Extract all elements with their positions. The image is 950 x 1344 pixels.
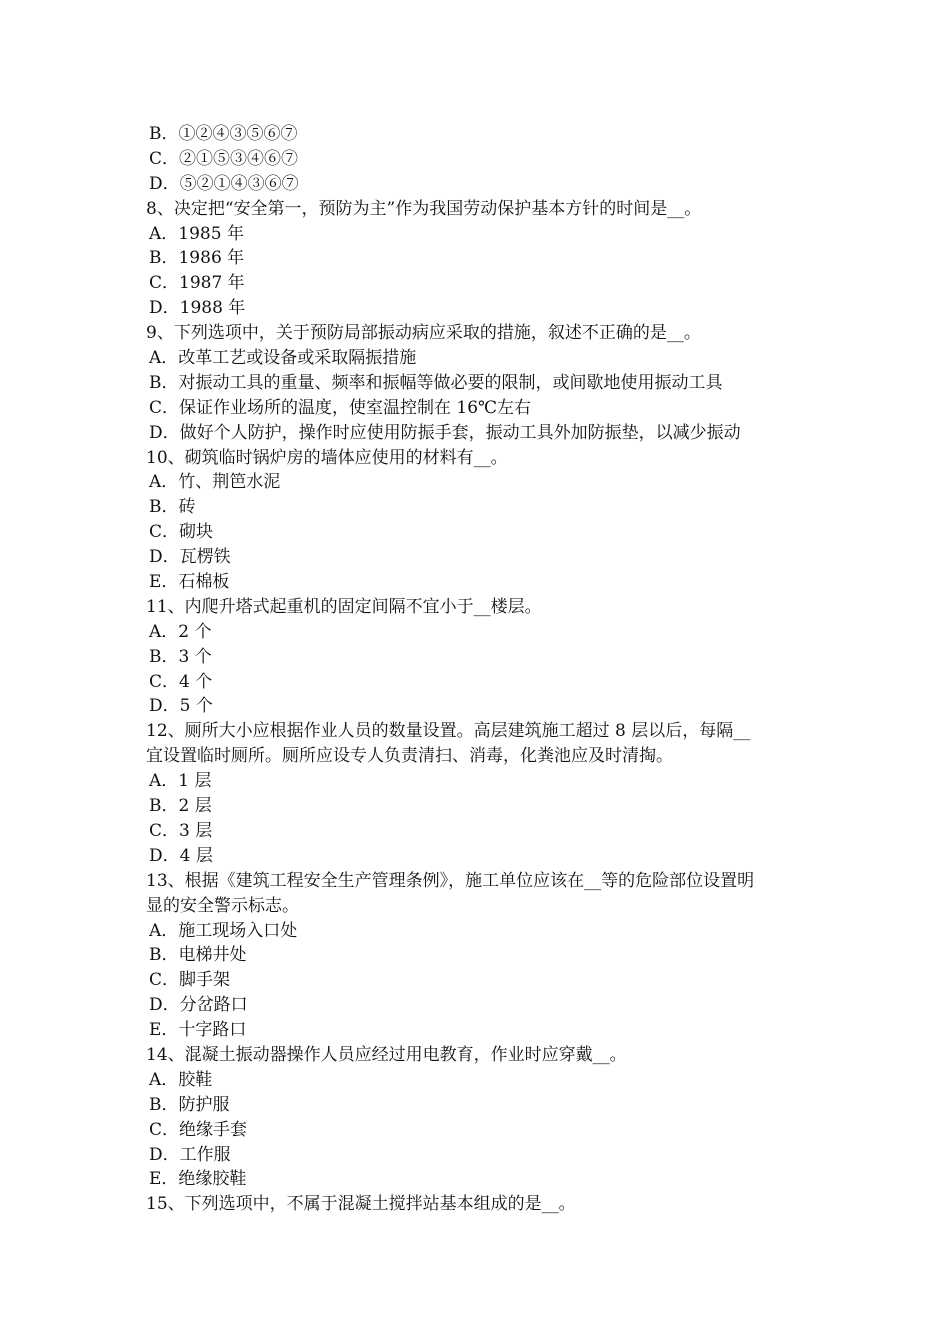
- answer-option: E．十字路口: [149, 1020, 247, 1041]
- question-text: 15、下列选项中，不属于混凝土搅拌站基本组成的是__。: [146, 1194, 576, 1215]
- answer-option: C．绝缘手套: [149, 1119, 248, 1140]
- question-text: 宜设置临时厕所。厕所应设专人负责清扫、消毒，化粪池应及时清掏。: [146, 746, 673, 767]
- answer-option: D．瓦楞铁: [149, 547, 231, 568]
- answer-option: B．①②④③⑤⑥⑦: [149, 124, 298, 144]
- answer-option: B．1986 年: [149, 248, 245, 269]
- answer-option: D．1988 年: [149, 298, 246, 319]
- answer-option: C．保证作业场所的温度，使室温控制在 16℃左右: [149, 397, 532, 418]
- answer-option: D．4 层: [149, 845, 213, 866]
- answer-option: A．1 层: [149, 771, 212, 792]
- answer-option: A．改革工艺或设备或采取隔振措施: [149, 348, 417, 369]
- answer-option: B．2 层: [149, 796, 212, 817]
- answer-option: D．分岔路口: [149, 995, 248, 1016]
- exam-question-list: [146, 122, 816, 1217]
- question-text: 8、决定把“安全第一，预防为主”作为我国劳动保护基本方针的时间是__。: [146, 198, 702, 219]
- question-text: 10、砌筑临时锅炉房的墙体应使用的材料有__。: [146, 447, 508, 468]
- answer-option: A．1985 年: [149, 223, 244, 244]
- answer-option: D．⑤②①④③⑥⑦: [149, 173, 299, 194]
- question-text: 13、根据《建筑工程安全生产管理条例》，施工单位应该在__等的危险部位设置明: [146, 870, 755, 891]
- answer-option: D．工作服: [149, 1144, 231, 1165]
- question-text: 9、下列选项中，关于预防局部振动病应采取的措施，叙述不正确的是__。: [146, 323, 701, 344]
- answer-option: B．对振动工具的重量、频率和振幅等做必要的限制，或间歇地使用振动工具: [149, 372, 723, 393]
- answer-option: C．②①⑤③④⑥⑦: [149, 148, 299, 169]
- answer-option: C．4 个: [149, 671, 213, 692]
- answer-option: C．1987 年: [149, 273, 245, 294]
- answer-option: A．2 个: [149, 621, 212, 642]
- question-text: 11、内爬升塔式起重机的固定间隔不宜小于__楼层。: [146, 596, 542, 617]
- answer-option: A．胶鞋: [149, 1069, 213, 1090]
- answer-option: A．竹、荆笆水泥: [149, 472, 281, 493]
- answer-option: C．脚手架: [149, 970, 231, 991]
- answer-option: C．3 层: [149, 820, 213, 841]
- answer-option: E．绝缘胶鞋: [149, 1169, 247, 1190]
- answer-option: B．3 个: [149, 646, 212, 667]
- answer-option: C．砌块: [149, 522, 214, 543]
- question-text: 14、混凝土振动器操作人员应经过用电教育，作业时应穿戴__。: [146, 1044, 627, 1065]
- answer-option: B．砖: [149, 497, 196, 518]
- answer-option: D．做好个人防护，操作时应使用防振手套，振动工具外加防振垫，以减少振动: [149, 422, 741, 443]
- question-text: 12、厕所大小应根据作业人员的数量设置。高层建筑施工超过 8 层以后，每隔__: [146, 721, 751, 742]
- question-text: 显的安全警示标志。: [146, 895, 299, 916]
- answer-option: B．防护服: [149, 1094, 230, 1115]
- answer-option: B．电梯井处: [149, 945, 247, 966]
- answer-option: D．5 个: [149, 696, 213, 717]
- answer-option: A．施工现场入口处: [149, 920, 298, 941]
- answer-option: E．石棉板: [149, 572, 230, 593]
